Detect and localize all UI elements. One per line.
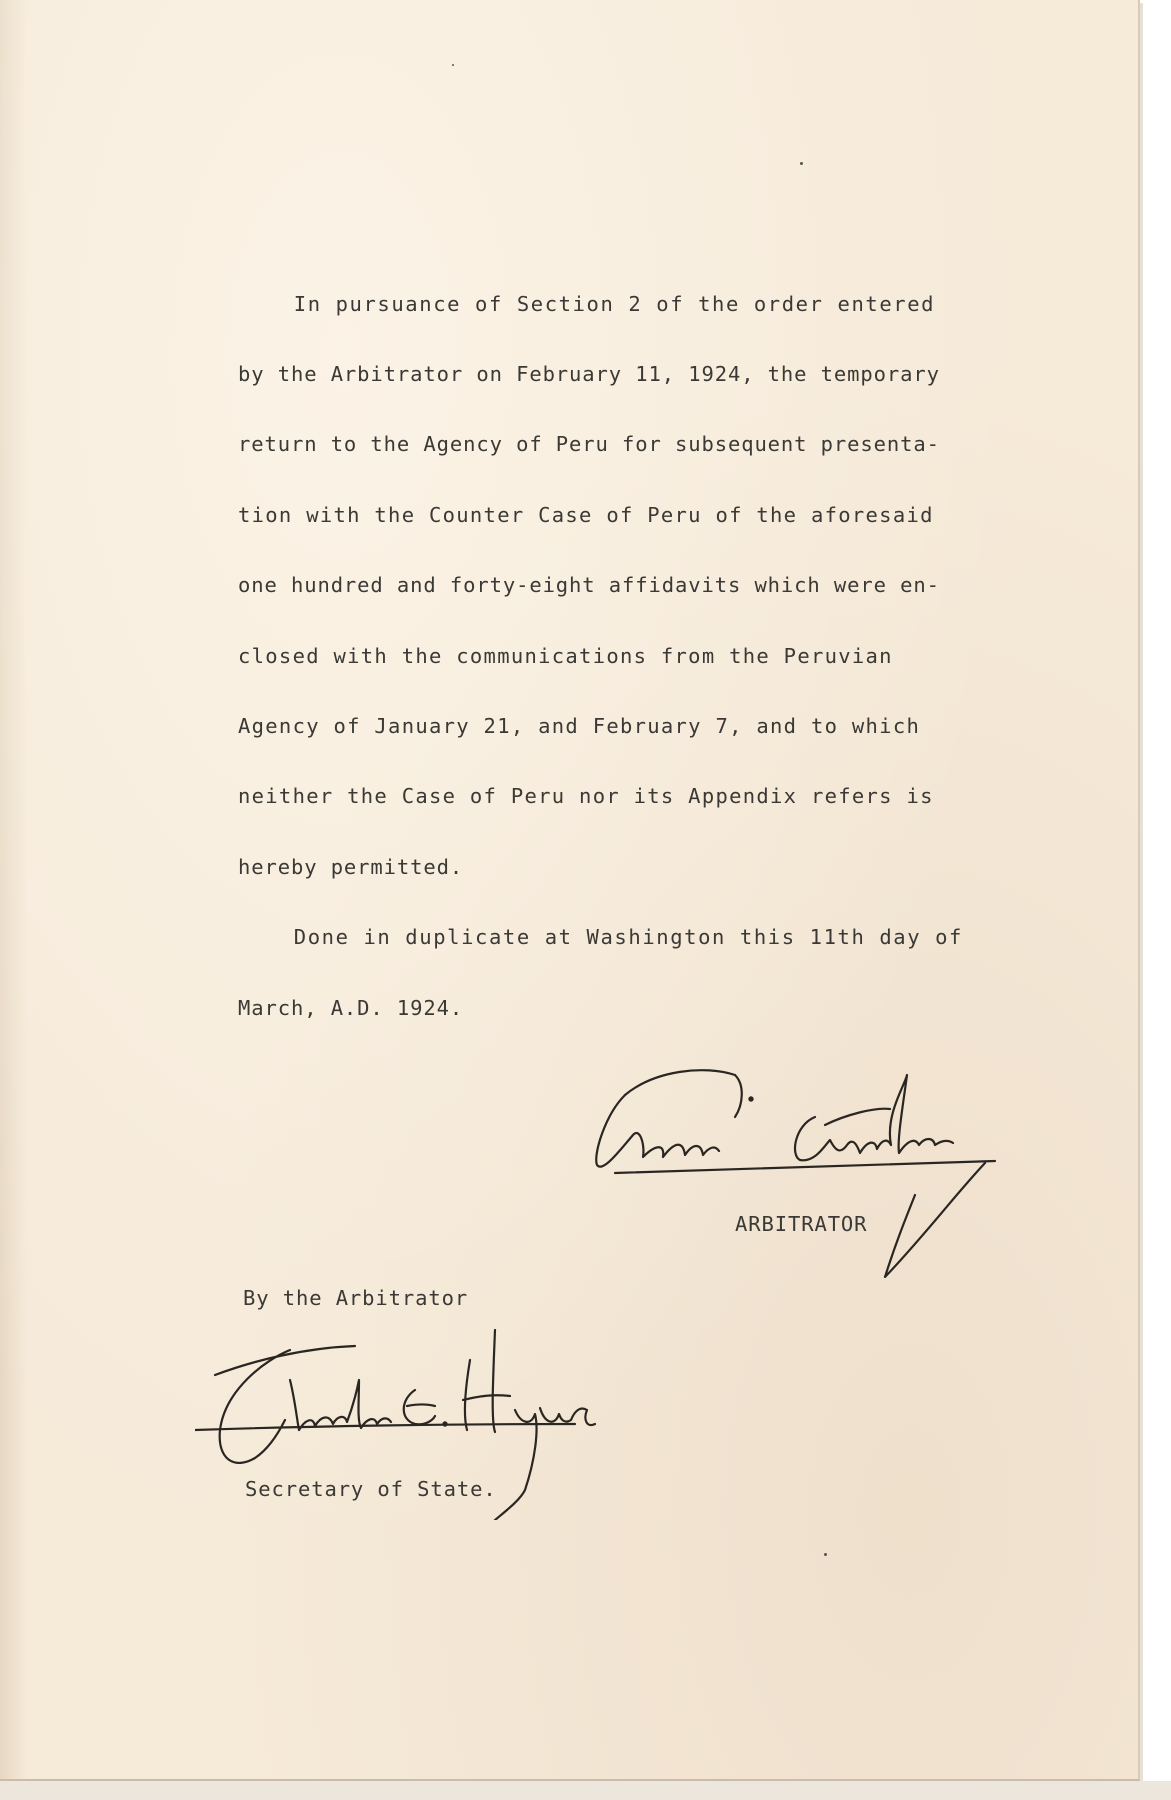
body-line: tion with the Counter Case of Peru of the aforesaid — [238, 503, 934, 527]
paper-speck — [800, 162, 803, 165]
body-line: by the Arbitrator on February 11, 1924, the temporary — [238, 362, 940, 386]
attestation-label: By the Arbitrator — [243, 1286, 469, 1310]
arbitrator-title: ARBITRATOR — [735, 1212, 868, 1236]
body-line: neither the Case of Peru nor its Appendix refers is — [238, 784, 934, 808]
body-line: closed with the communications from the Peruvian — [238, 644, 893, 668]
arbitrator-signature — [585, 1045, 1005, 1285]
secretary-title: Secretary of State. — [245, 1477, 497, 1501]
page-edge — [0, 1781, 1171, 1800]
date-line: March, A.D. 1924. — [238, 996, 464, 1020]
paper-speck — [824, 1553, 827, 1556]
paper-speck — [452, 64, 454, 66]
body-line: Agency of January 21, and February 7, and to which — [238, 714, 921, 738]
body-line: one hundred and forty-eight affidavits which were en- — [238, 573, 940, 597]
body-line: return to the Agency of Peru for subsequent presenta- — [238, 432, 940, 456]
date-line: Done in duplicate at Washington this 11th day of — [238, 925, 963, 949]
body-line: hereby permitted. — [238, 855, 464, 879]
body-line: In pursuance of Section 2 of the order entered — [238, 292, 936, 316]
